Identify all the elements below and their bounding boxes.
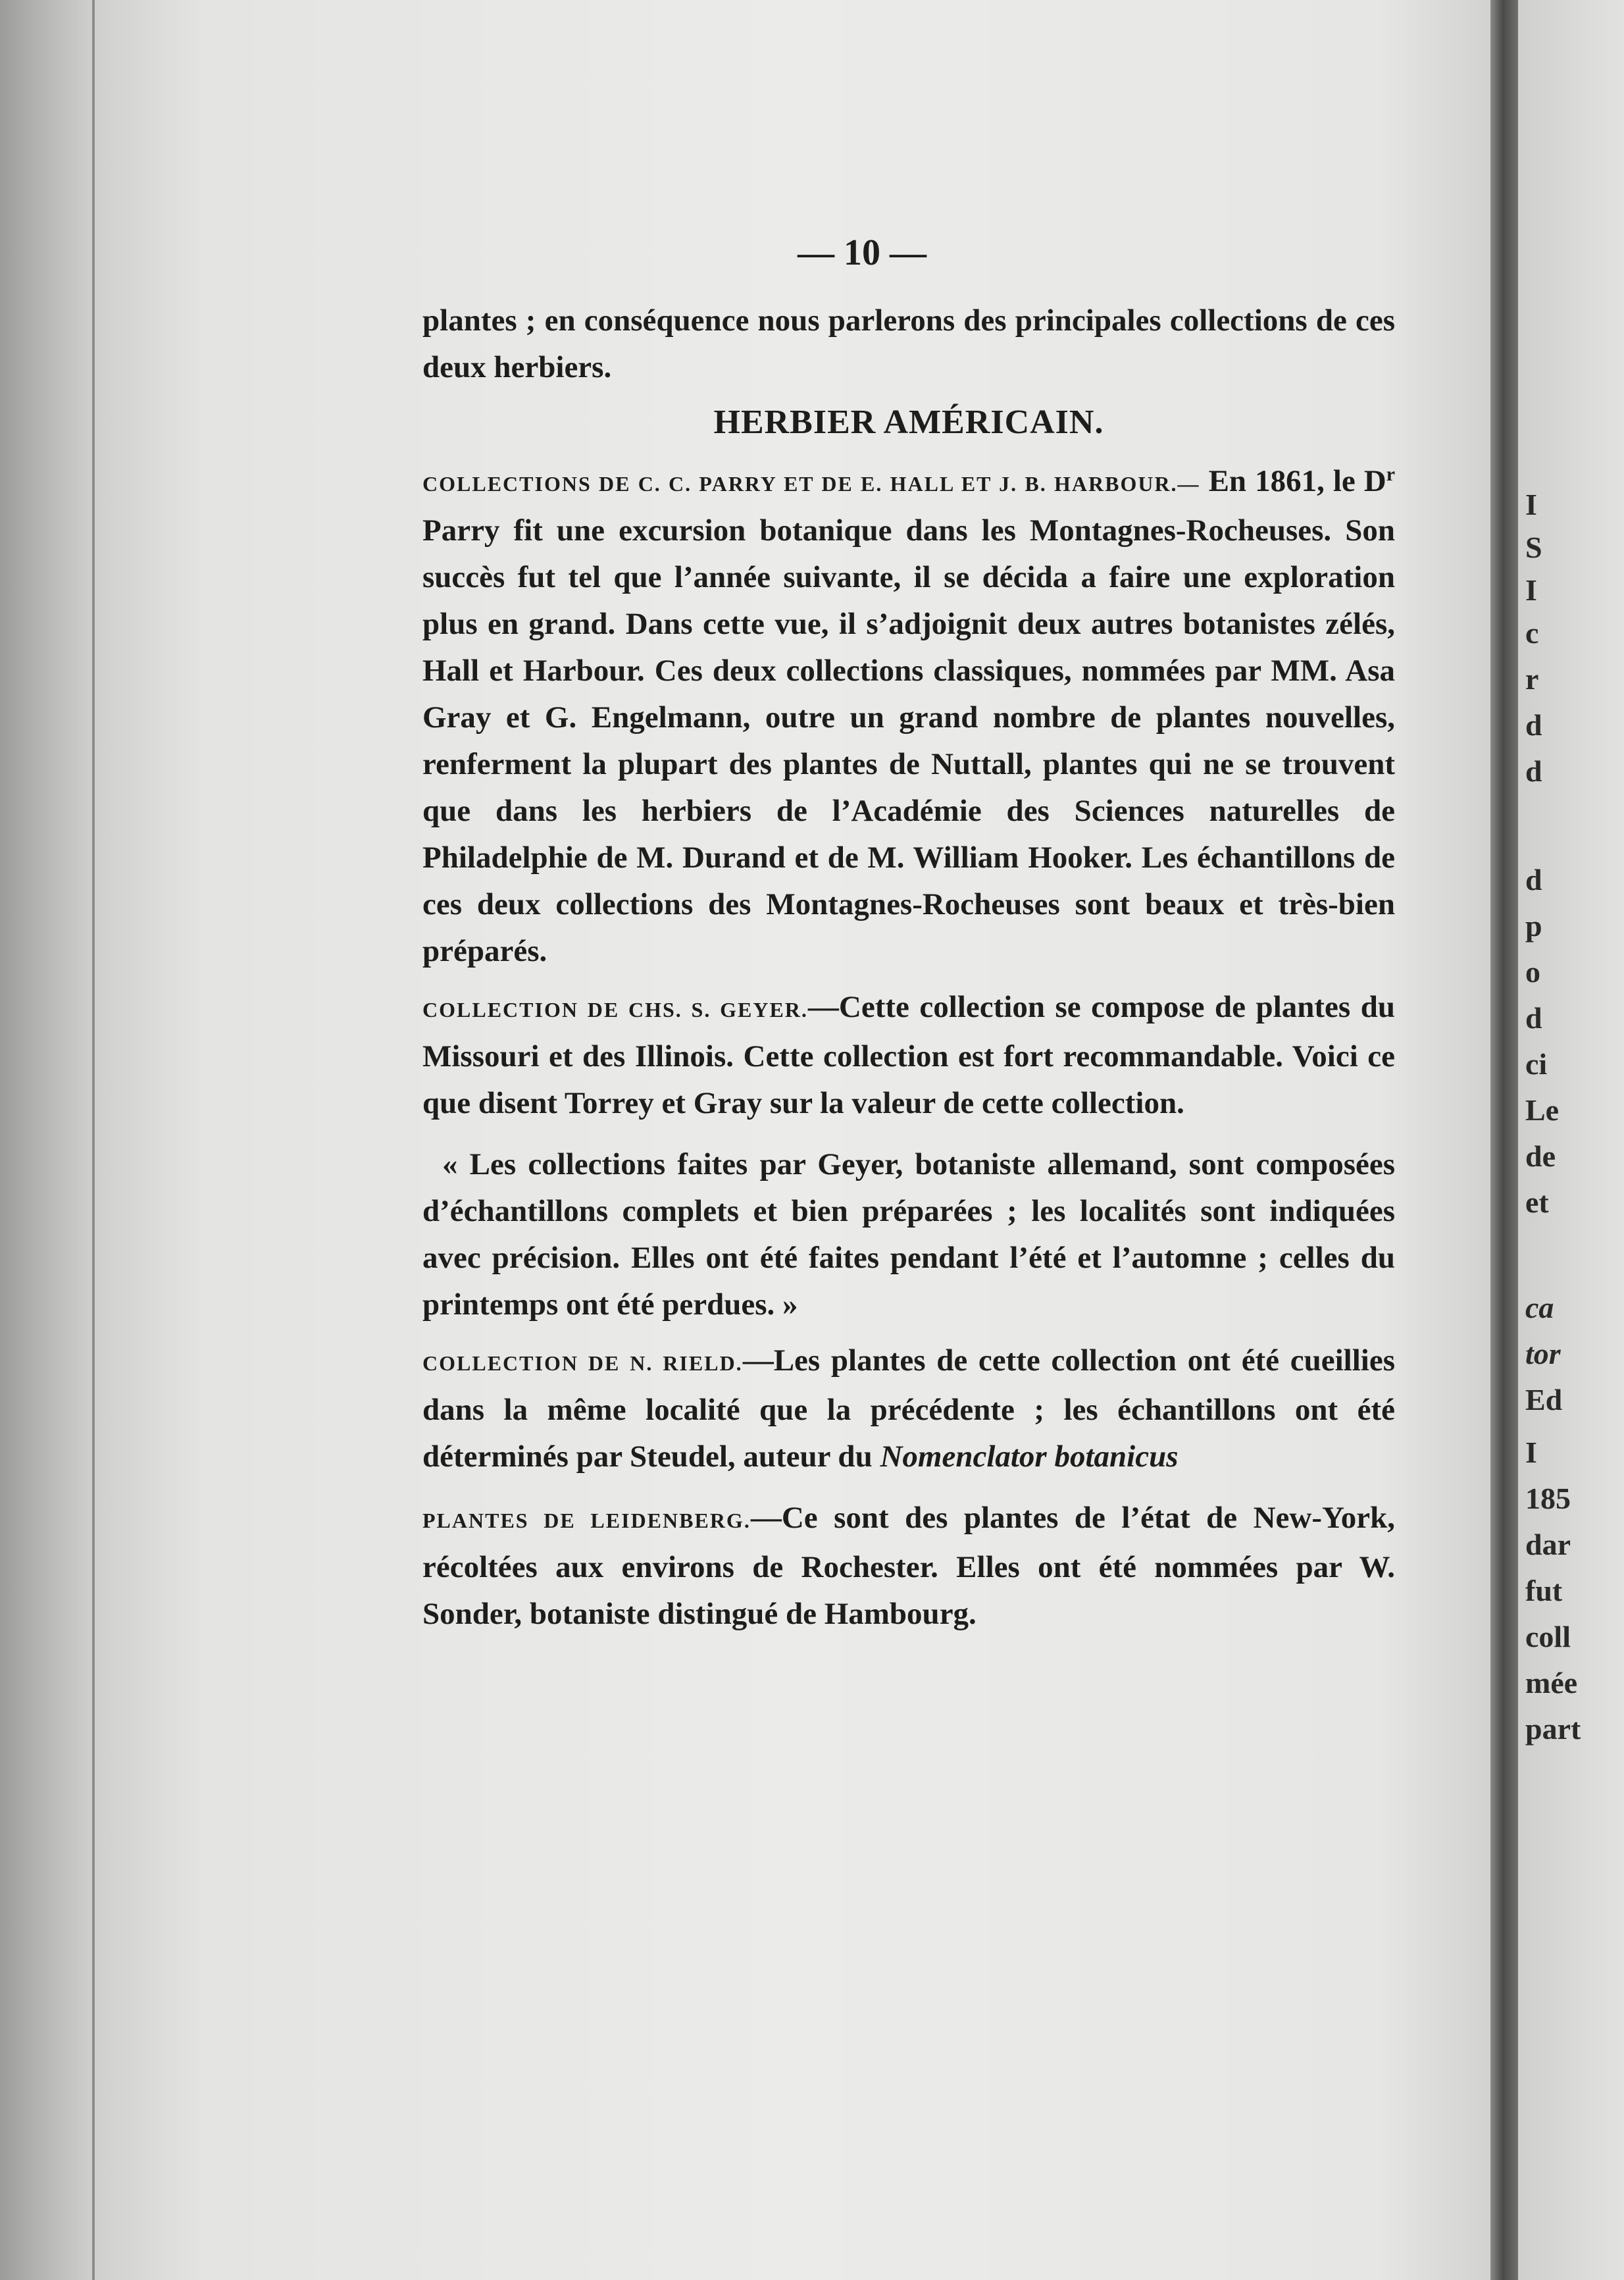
facing-fragment: fut — [1525, 1574, 1563, 1607]
paragraph-heading: COLLECTION DE N. RIELD. — [422, 1351, 743, 1375]
paragraph-text: En 1861, le D — [1208, 464, 1386, 498]
intro-paragraph: plantes ; en conséquence nous parlerons des principales collections de ces deux herbiers. — [422, 303, 1395, 384]
book-spine-shadow — [1490, 0, 1518, 2280]
facing-fragment: o — [1525, 955, 1540, 989]
facing-fragment: de — [1525, 1139, 1556, 1173]
paragraph-heading: PLANTES DE LEIDENBERG. — [422, 1509, 751, 1532]
page-number: — 10 — — [798, 232, 926, 273]
facing-fragment: d — [1525, 754, 1542, 788]
facing-fragment: d — [1525, 1001, 1542, 1035]
facing-fragment: et — [1525, 1185, 1549, 1219]
facing-fragment: I — [1525, 573, 1537, 607]
page-text — [422, 298, 1395, 1638]
paragraph-geyer — [422, 984, 1395, 1127]
facing-fragment: coll — [1525, 1620, 1571, 1653]
facing-fragment: 185 — [1525, 1482, 1571, 1515]
facing-fragment: ca — [1525, 1291, 1554, 1324]
scan-margin-left — [0, 0, 92, 2280]
facing-fragment: p — [1525, 909, 1542, 943]
quote-paragraph: « Les collections faites par Geyer, botaniste allemand, sont composées d’échantillons complets et bien préparées ; les localités sont indiquées avec précision. Elles ont été faites pendant l’été et l’automne ; celles du printemps ont été perdues. » — [422, 1147, 1395, 1322]
facing-fragment: c — [1525, 616, 1539, 650]
paragraph-parry — [422, 458, 1395, 975]
facing-fragment: I — [1525, 1436, 1537, 1469]
paragraph-leidenberg — [422, 1495, 1395, 1638]
facing-fragment: Ed — [1525, 1383, 1563, 1416]
facing-fragment: ci — [1525, 1047, 1548, 1081]
facing-fragment: mée — [1525, 1666, 1578, 1699]
facing-fragment: part — [1525, 1712, 1581, 1746]
paragraph-text: Parry fit une excursion botanique dans les Montagnes-Rocheuses. Son succès fut tel que l’année suivante, il se décida a faire une exploration plus en grand. Dans cette vue, il s’adjoignit deux autres botanistes zélés, Hall et Harbour. Ces deux collections classiques, nommées par MM. Asa Gray et G. Engelmann, outre un grand nombre de plantes nouvelles, renferment la plupart des plantes de Nuttall, plantes qui ne se trouvent que dans les herbiers de l’Académie des Sciences naturelles de Philadelphie de M. Durand et de M. William Hooker. Les échantillons de ces deux collections des Montagnes-Rocheuses sont beaux et très-bien préparés. — [422, 513, 1395, 968]
paragraph-text: —Ce sont des plantes de l’état de New-York, récoltées aux environs de Rochester. Elles ont été nommées par W. Sonder, botaniste distingué de Hambourg. — [422, 1501, 1395, 1631]
paragraph-heading: COLLECTION DE CHS. S. GEYER. — [422, 998, 808, 1022]
paragraph-text: —Cette collection se compose de plantes du Missouri et des Illinois. Cette collection est fort recommandable. Voici ce que disent Torrey et Gray sur la valeur de cette collection. — [422, 990, 1396, 1120]
superscript: r — [1386, 463, 1396, 485]
facing-fragment: d — [1525, 863, 1542, 896]
facing-fragment: dar — [1525, 1528, 1571, 1561]
italic-title: Nomenclator botanicus — [880, 1439, 1179, 1474]
facing-fragment: r — [1525, 662, 1539, 696]
facing-fragment: Le — [1525, 1093, 1560, 1127]
section-title: HERBIER AMÉRICAIN. — [713, 403, 1104, 441]
paragraph-text: —Les plantes de cette collection ont été cueillies dans la même localité que la précédente ; les échantillons ont été déterminés par Steudel, auteur du — [422, 1343, 1396, 1474]
paragraph-rield — [422, 1337, 1395, 1480]
facing-fragment: I — [1525, 488, 1537, 521]
facing-fragment: tor — [1525, 1337, 1561, 1370]
page-edge — [92, 0, 95, 2280]
paragraph-heading: COLLECTIONS DE C. C. PARRY ET DE E. HALL ET J. B. HARBOUR.— — [422, 472, 1200, 496]
facing-fragment: S — [1525, 531, 1542, 564]
facing-fragment: d — [1525, 708, 1542, 742]
